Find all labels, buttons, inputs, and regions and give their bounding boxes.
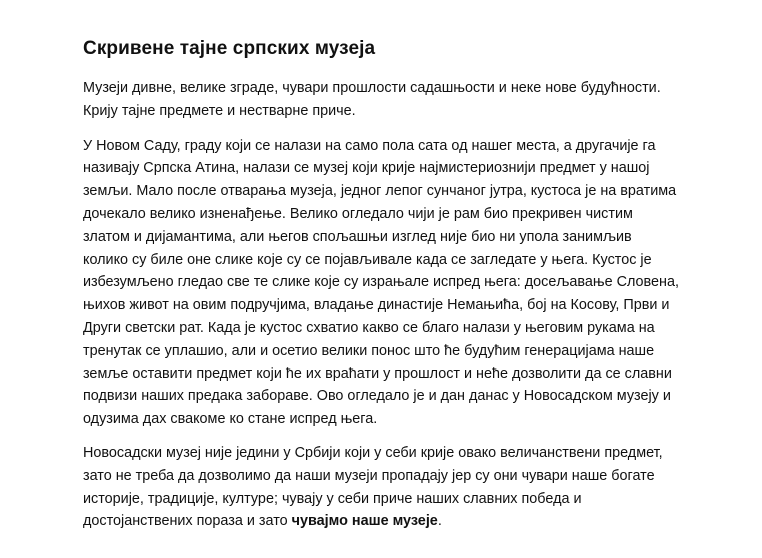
text-line: златом и дијамантима, али његов спољашњи изглед није био ни упола занимљив [83, 228, 632, 245]
text-line: земље оставити предмет који ће их враћати у прошлост и неће дозволити да се славни [83, 365, 672, 382]
text-line-final [83, 510, 703, 533]
text-line: колико су биле оне слике које су се појављивале када се загледате у њега. Кустос је [83, 251, 652, 268]
text-line: Крију тајне предмете и нестварне приче. [83, 102, 356, 119]
page-title: Скривене тајне српских музеја [83, 38, 376, 59]
text-line: одузима дах свакоме ко стане испред њега. [83, 411, 378, 428]
text-line: зато не треба да дозволимо да наши музеји пропадају јер су они чувари наше богате [83, 467, 655, 484]
text-line: Музеји дивне, велике зграде, чувари прошлости садашњости и неке нове будућности. [83, 80, 661, 96]
paragraph-story [83, 135, 703, 431]
document-page [83, 36, 703, 533]
text-line: Новосадски музеј није једини у Србији који у себи крије овако величанствени предмет, [83, 444, 663, 461]
text-line: историје, традиције, културе; чувају у себи приче наших славних победа и [83, 490, 582, 507]
text-line: подвизи наших предака забораве. Ово огледало је и дан данас у Новосадском музеју и [83, 388, 671, 405]
text-segment: достојанствених пораза и зато [83, 513, 292, 530]
emphasis-text: чувајмо наше музеје [291, 513, 438, 530]
text-line: Други светски рат. Када је кустос схватио какво се благо налази у његовим рукама на [83, 319, 655, 336]
text-line: дочекало велико изненађење. Велико огледало чији је рам био прекривен чистим [83, 205, 633, 222]
paragraph-conclusion [83, 442, 703, 533]
text-line: У Новом Саду, граду који се налази на само пола сата од нашег места, а другачије га [83, 137, 656, 154]
text-line: избезумљено гледао све те слике које су израњале испред њега: досељавање Словена, [83, 274, 679, 291]
sentence-ending: . [437, 513, 442, 530]
text-line: називају Српска Атина, налази се музеј који крије најмистериознији предмет у нашој [83, 160, 650, 177]
text-line: земљи. Мало после отварања музеја, једног лепог сунчаног јутра, кустоса је на вратима [83, 183, 677, 200]
text-line: тренутак се уплашио, али и осетио велики понос што ће будућим генерацијама наше [83, 342, 655, 359]
text-line: њихов живот на овим подручјима, владање династије Немањића, бој на Косову, Први и [83, 297, 670, 314]
paragraph-intro [83, 77, 703, 123]
